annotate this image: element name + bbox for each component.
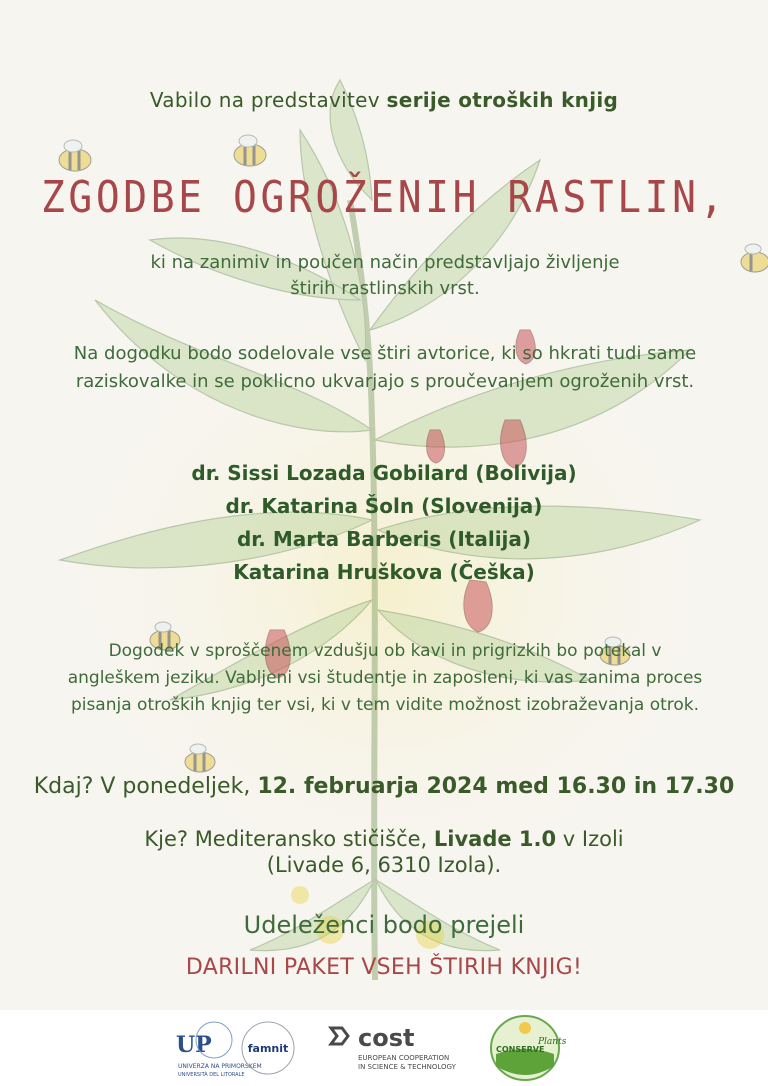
- svg-text:EUROPEAN COOPERATION: EUROPEAN COOPERATION: [358, 1054, 450, 1062]
- conserveplants-logo: [488, 1014, 567, 1082]
- svg-text:UNIVERZA NA PRIMORSKEM: UNIVERZA NA PRIMORSKEM: [178, 1063, 262, 1070]
- author-item: dr. Katarina Šoln (Slovenija): [225, 494, 543, 518]
- svg-text:IN SCIENCE & TECHNOLOGY: IN SCIENCE & TECHNOLOGY: [358, 1063, 456, 1071]
- author-item: Katarina Hruškova (Češka): [233, 560, 535, 584]
- where-room: Livade 1.0: [433, 827, 557, 851]
- author-item: dr. Sissi Lozada Gobilard (Bolivija): [191, 461, 577, 485]
- where-address: (Livade 6, 6310 Izola).: [266, 853, 502, 877]
- event-title: ZGODBE OGROŽENIH RASTLIN,: [40, 172, 728, 223]
- where-prefix: Kje? Mediteransko stičišče,: [144, 827, 434, 851]
- intro-bold: serije otroških knjig: [386, 88, 619, 112]
- authors-intro-paragraph: Na dogodku bodo sodelovale vse štiri avtorice, ki so hkrati tudi same raziskovalke in se poklicno ukvarjajo s proučevanjem ogroženih vrst.: [73, 343, 697, 392]
- event-when: [0, 774, 768, 799]
- where-suffix: v Izoli: [556, 827, 624, 851]
- famnit-logo: [240, 1018, 296, 1078]
- cost-logo: [328, 1024, 458, 1074]
- description-paragraph: ki na zanimiv in poučen način predstavljajo življenje štirih rastlinskih vrst.: [150, 252, 620, 299]
- authors-list: [0, 457, 768, 589]
- intro-prefix: Vabilo na predstavitev: [149, 88, 387, 112]
- intro-line: [0, 88, 768, 112]
- when-prefix: Kdaj? V ponedeljek,: [33, 774, 258, 799]
- event-details-paragraph: Dogodek v sproščenem vzdušju ob kavi in prigrizkih bo potekal v angleškem jeziku. Vabljeni vsi študentje in zaposleni, ki vas zanima proces pisanja otroških knjig ter vsi, ki v tem vidite možnost izobraževanja otrok.: [67, 641, 703, 715]
- when-date: 12. februarja 2024 med 16.30 in 17.30: [257, 774, 735, 799]
- svg-text:CONSERVE: CONSERVE: [496, 1045, 545, 1054]
- svg-text:UP: UP: [176, 1032, 212, 1058]
- author-item: dr. Marta Barberis (Italija): [236, 527, 532, 551]
- gift-line-1: Udeleženci bodo prejeli: [243, 911, 525, 939]
- gift-line-2: DARILNI PAKET VSEH ŠTIRIH KNJIG!: [185, 955, 583, 980]
- svg-text:UNIVERSITÀ DEL LITORALE: UNIVERSITÀ DEL LITORALE: [178, 1072, 245, 1078]
- svg-text:famnit: famnit: [247, 1042, 289, 1055]
- logo-footer: [0, 1010, 768, 1086]
- svg-text:cost: cost: [358, 1024, 415, 1052]
- event-where: [0, 826, 768, 878]
- up-university-logo: [172, 1018, 262, 1078]
- svg-text:Plants: Plants: [538, 1037, 567, 1047]
